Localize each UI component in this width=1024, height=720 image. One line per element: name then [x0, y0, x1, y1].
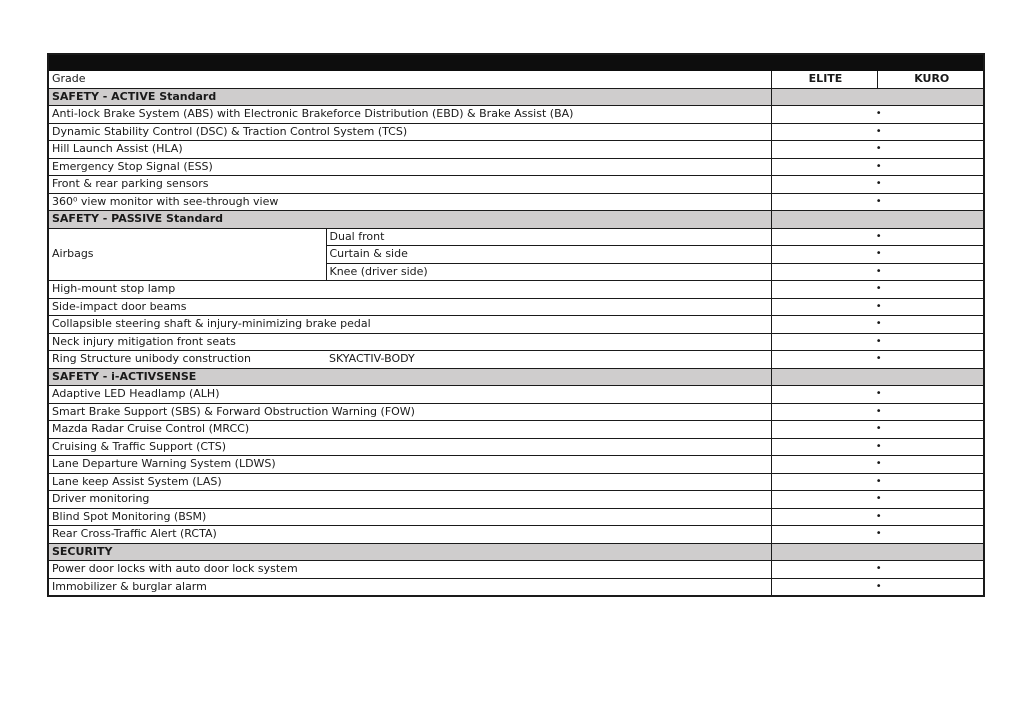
standard-dot: • [771, 228, 984, 246]
feature-label: Emergency Stop Signal (ESS) [48, 158, 771, 176]
grade-header-row [48, 71, 984, 89]
table-row [48, 421, 984, 439]
section-title: SECURITY [48, 543, 771, 561]
feature-label: Lane keep Assist System (LAS) [48, 473, 771, 491]
section-header-row [48, 88, 984, 106]
standard-dot: • [771, 421, 984, 439]
section-header-row [48, 543, 984, 561]
table-row [48, 351, 984, 369]
table-row [48, 438, 984, 456]
table-row [48, 316, 984, 334]
standard-dot: • [771, 351, 984, 369]
standard-dot: • [771, 281, 984, 299]
table-row [48, 508, 984, 526]
standard-dot: • [771, 473, 984, 491]
table-row [48, 176, 984, 194]
standard-dot: • [771, 438, 984, 456]
table-row [48, 456, 984, 474]
standard-dot: • [771, 316, 984, 334]
feature-label: Driver monitoring [48, 491, 771, 509]
feature-label: Immobilizer & burglar alarm [48, 578, 771, 596]
standard-dot: • [771, 106, 984, 124]
feature-label: Side-impact door beams [48, 298, 771, 316]
feature-label: Ring Structure unibody construction [48, 351, 326, 369]
standard-dot: • [771, 298, 984, 316]
standard-dot: • [771, 561, 984, 579]
standard-dot: • [771, 456, 984, 474]
table-row [48, 333, 984, 351]
table-row [48, 123, 984, 141]
table-row [48, 281, 984, 299]
airbag-type: Knee (driver side) [326, 263, 771, 281]
standard-dot: • [771, 333, 984, 351]
grade-label: Grade [48, 71, 771, 89]
section-title: SAFETY - ACTIVE Standard [48, 88, 771, 106]
standard-dot: • [771, 246, 984, 264]
standard-dot: • [771, 123, 984, 141]
table-row [48, 578, 984, 596]
grade-kuro-header: KURO [877, 71, 984, 89]
standard-dot: • [771, 386, 984, 404]
table-row [48, 526, 984, 544]
feature-label: Neck injury mitigation front seats [48, 333, 771, 351]
feature-label: Front & rear parking sensors [48, 176, 771, 194]
standard-dot: • [771, 158, 984, 176]
section-title: SAFETY - PASSIVE Standard [48, 211, 771, 229]
feature-label: High-mount stop lamp [48, 281, 771, 299]
feature-label: Mazda Radar Cruise Control (MRCC) [48, 421, 771, 439]
spec-table [47, 53, 985, 597]
standard-dot: • [771, 491, 984, 509]
airbag-type: Curtain & side [326, 246, 771, 264]
section-header-row [48, 211, 984, 229]
table-row [48, 193, 984, 211]
feature-label: Anti-lock Brake System (ABS) with Electronic Brakeforce Distribution (EBD) & Brake Assist (BA) [48, 106, 771, 124]
standard-dot: • [771, 578, 984, 596]
standard-dot: • [771, 141, 984, 159]
feature-label: Adaptive LED Headlamp (ALH) [48, 386, 771, 404]
grade-elite-header: ELITE [771, 71, 877, 89]
feature-label: Blind Spot Monitoring (BSM) [48, 508, 771, 526]
section-title: SAFETY - i-ACTIVSENSE [48, 368, 771, 386]
table-row [48, 386, 984, 404]
standard-dot: • [771, 508, 984, 526]
table-row [48, 141, 984, 159]
airbag-type: Dual front [326, 228, 771, 246]
table-top-bar [48, 54, 984, 71]
table-row [48, 561, 984, 579]
feature-label: Smart Brake Support (SBS) & Forward Obstruction Warning (FOW) [48, 403, 771, 421]
standard-dot: • [771, 526, 984, 544]
table-row [48, 228, 984, 246]
standard-dot: • [771, 193, 984, 211]
table-row [48, 106, 984, 124]
feature-label: Dynamic Stability Control (DSC) & Traction Control System (TCS) [48, 123, 771, 141]
feature-label: 360⁰ view monitor with see-through view [48, 193, 771, 211]
feature-label: Power door locks with auto door lock system [48, 561, 771, 579]
table-row [48, 298, 984, 316]
standard-dot: • [771, 263, 984, 281]
table-row [48, 473, 984, 491]
feature-label: Lane Departure Warning System (LDWS) [48, 456, 771, 474]
section-header-row [48, 368, 984, 386]
feature-label: Collapsible steering shaft & injury-minimizing brake pedal [48, 316, 771, 334]
table-row [48, 158, 984, 176]
feature-detail: SKYACTIV-BODY [326, 351, 771, 369]
feature-label: Rear Cross-Traffic Alert (RCTA) [48, 526, 771, 544]
table-row [48, 491, 984, 509]
feature-label: Hill Launch Assist (HLA) [48, 141, 771, 159]
feature-label: Cruising & Traffic Support (CTS) [48, 438, 771, 456]
airbags-label: Airbags [48, 228, 326, 281]
standard-dot: • [771, 403, 984, 421]
table-row [48, 403, 984, 421]
standard-dot: • [771, 176, 984, 194]
